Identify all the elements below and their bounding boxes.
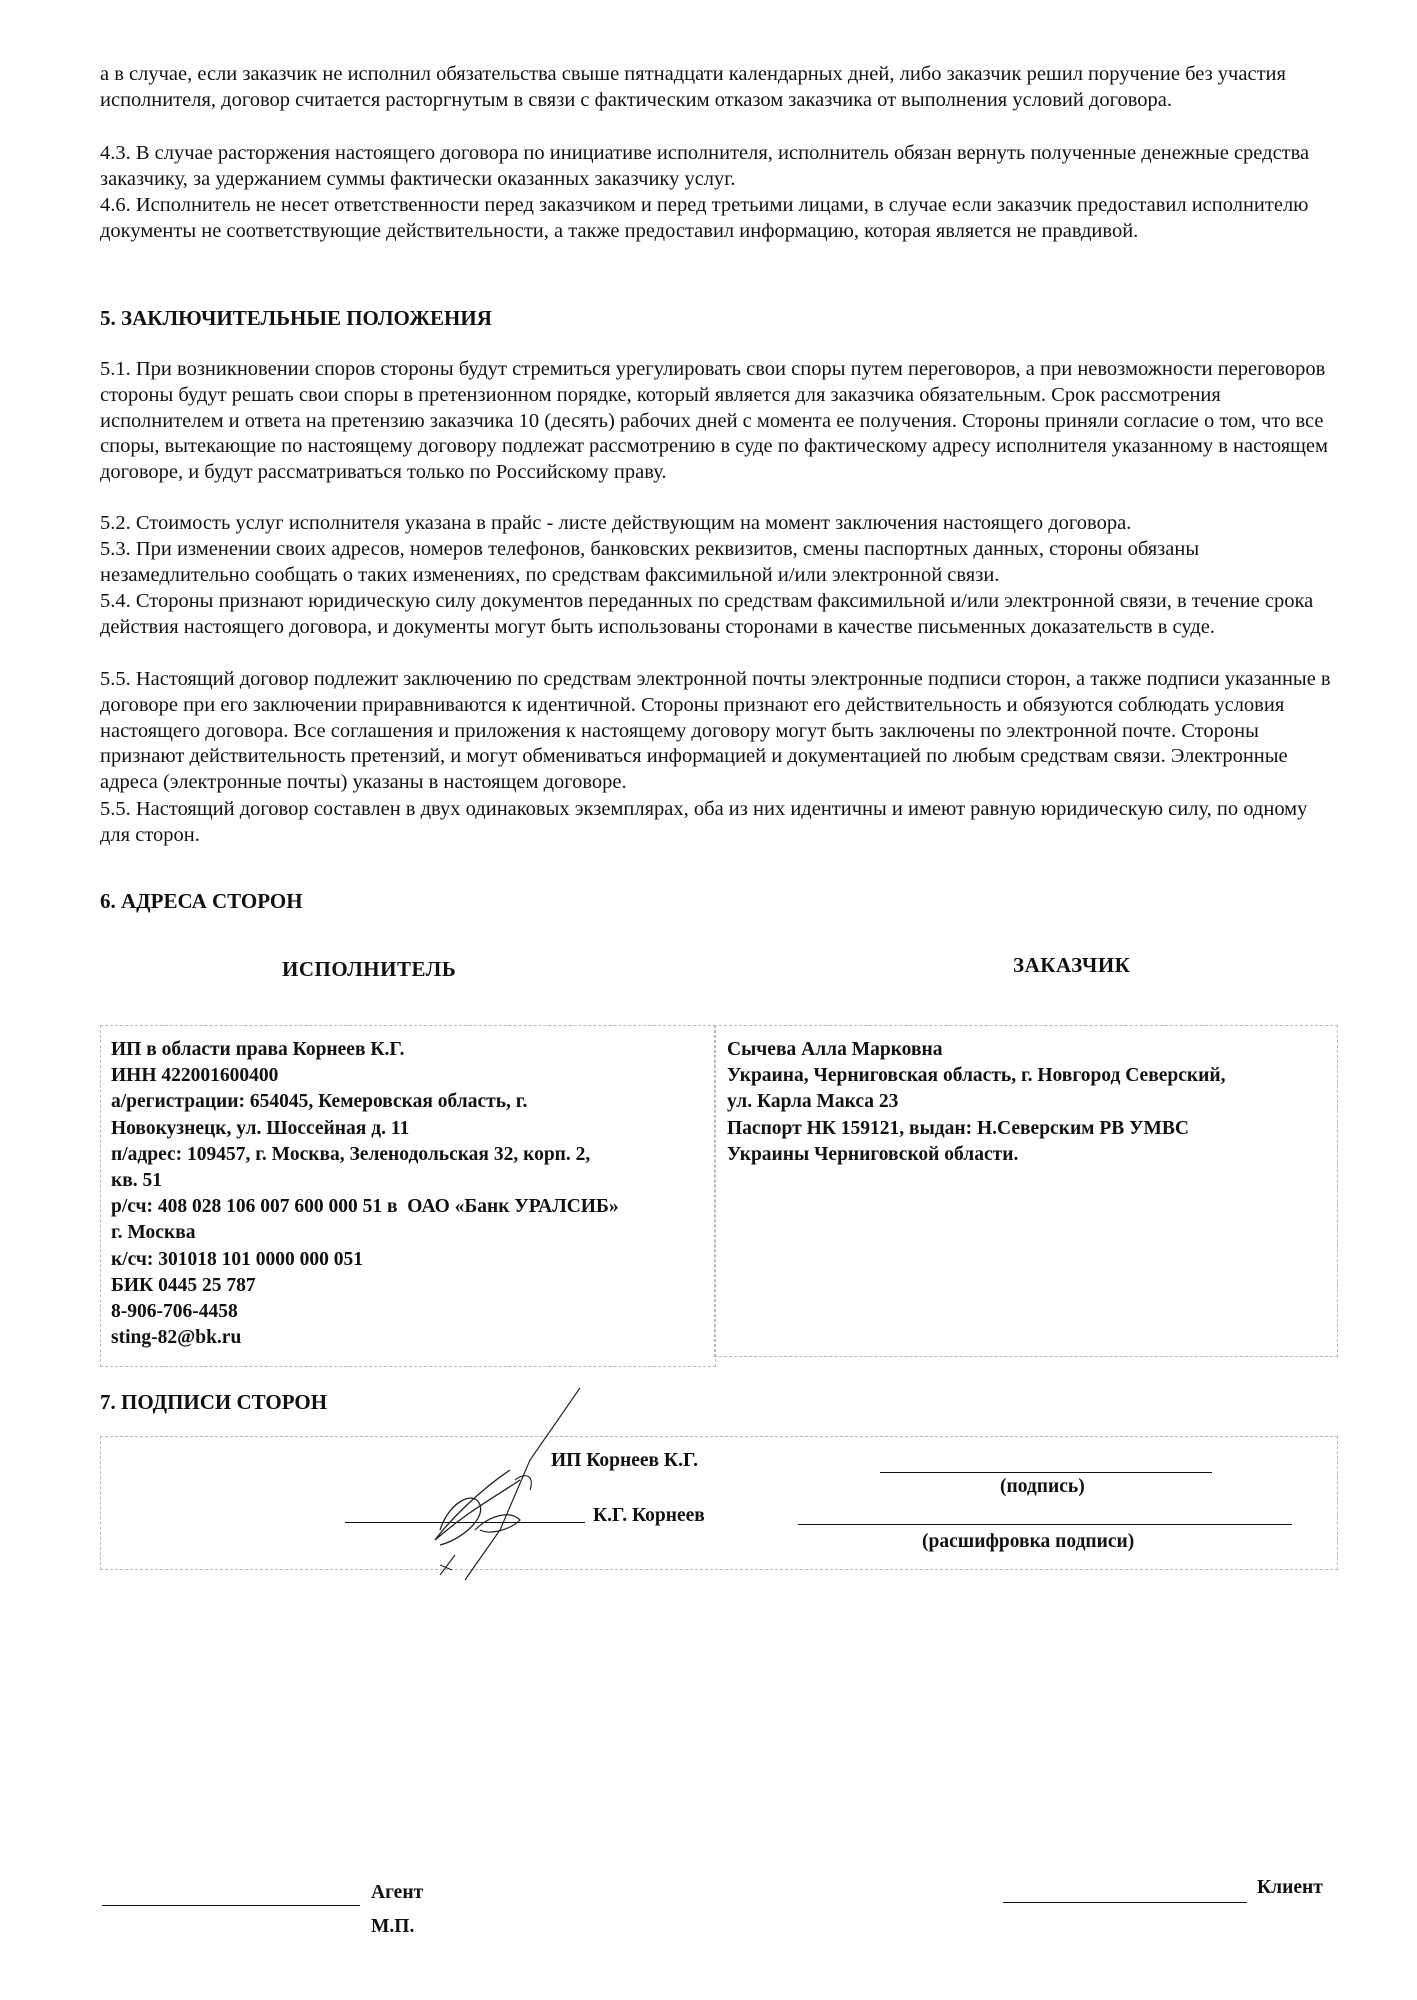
handwritten-signature (380, 1380, 600, 1590)
customer-address (727, 1037, 1225, 1168)
executor-line: п/адрес: 109457, г. Москва, Зеленодольская 32, корп. 2, (111, 1143, 591, 1165)
customer-title: ЗАКАЗЧИК (1013, 953, 1131, 977)
executor-line: р/сч: 408 028 106 007 600 000 51 в ОАО «Банк УРАЛСИБ» (111, 1196, 619, 1218)
signatures-box (100, 1436, 1338, 1570)
executor-line: а/регистрации: 654045, Кемеровская область, г. (111, 1091, 528, 1113)
paragraph-5-2: 5.2. Стоимость услуг исполнителя указана в прайс - листе действующим на момент заключения настоящего договора. (100, 512, 1132, 534)
executor-line: кв. 51 (111, 1170, 163, 1192)
customer-line: Украина, Черниговская область, г. Новгород Северский, (727, 1065, 1226, 1087)
customer-line: Паспорт НК 159121, выдан: Н.Северским РВ УМВС (727, 1117, 1189, 1139)
executor-line: ИНН 422001600400 (111, 1065, 279, 1087)
executor-short-name: К.Г. Корнеев (593, 1505, 705, 1526)
customer-line: ул. Карла Макса 23 (727, 1091, 899, 1113)
executor-title: ИСПОЛНИТЕЛЬ (282, 957, 457, 981)
paragraph-4-3: 4.3. В случае расторжения настоящего договора по инициативе исполнителя, исполнитель обязан вернуть полученные денежные средства заказчику, за удержанием суммы фактически оказанных заказчику услуг. (100, 142, 1310, 190)
executor-line: к/сч: 301018 101 0000 000 051 (111, 1248, 364, 1270)
paragraph-4-6: 4.6. Исполнитель не несет ответственности перед заказчиком и перед третьими лицами, в случае если заказчик предоставил исполнителю документы не соответствующие действительности, а также предоставил информацию, которая является не правдивой. (100, 194, 1309, 242)
paragraph-5-1: 5.1. При возникновении споров стороны будут стремиться урегулировать свои споры путем переговоров, а при невозможности переговоров стороны будут решать свои споры в претензионном порядке, который является для заказчика обязательным. Срок рассмотрения исполнителем и ответа на претензию заказчика 10 (десять) рабочих дней с момента ее получения. Стороны приняли согласие о том, что все споры, вытекающие по настоящему договору подлежат рассмотрению в суде по фактическому адресу исполнителя указанному в настоящем договоре, и будут рассматриваться только по Российскому праву. (100, 358, 1328, 484)
paragraph-4-tail: а в случае, если заказчик не исполнил обязательства свыше пятнадцати календарных дней, либо заказчик решил поручение без участия исполнителя, договор считается расторгнутым в связи с фактическим отказом заказчика от выполнения условий договора. (100, 63, 1286, 111)
client-label: Клиент (1257, 1877, 1323, 1898)
executor-name: ИП Корнеев К.Г. (551, 1450, 699, 1471)
signature-label: (подпись) (1000, 1476, 1085, 1497)
agent-label: Агент (371, 1882, 424, 1903)
paragraph-5-4: 5.4. Стороны признают юридическую силу документов переданных по средствам факсимильной и/или электронной связи, в течение срока действия настоящего договора, и документы могут быть использованы сторонами в качестве письменных доказательств в суде. (100, 590, 1314, 638)
executor-line: sting-82@bk.ru (111, 1327, 242, 1349)
customer-line: Украины Черниговской области. (727, 1143, 1019, 1165)
executor-address (111, 1037, 619, 1351)
customer-signature-line (880, 1472, 1212, 1473)
paragraph-5-3: 5.3. При изменении своих адресов, номеров телефонов, банковских реквизитов, смены паспортных данных, стороны обязаны незамедлительно сообщать о таких изменениях, по средствам факсимильной и/или электронной связи. (100, 538, 1200, 586)
section-7-title: 7. ПОДПИСИ СТОРОН (100, 1390, 328, 1414)
executor-line: Новокузнецк, ул. Шоссейная д. 11 (111, 1117, 410, 1139)
executor-line: БИК 0445 25 787 (111, 1274, 256, 1296)
agent-signature-line (102, 1905, 360, 1906)
executor-line: ИП в области права Корнеев К.Г. (111, 1039, 405, 1060)
paragraph-5-5-copies: 5.5. Настоящий договор составлен в двух одинаковых экземплярах, оба из них идентичны и имеют равную юридическую силу, по одному для сторон. (100, 798, 1308, 846)
executor-line: 8-906-706-4458 (111, 1301, 238, 1323)
section-6-title: 6. АДРЕСА СТОРОН (100, 889, 303, 913)
stamp-label: М.П. (371, 1916, 415, 1937)
executor-line: г. Москва (111, 1222, 196, 1244)
customer-line: Сычева Алла Марковна (727, 1039, 943, 1060)
decode-label: (расшифровка подписи) (922, 1531, 1135, 1552)
paragraph-5-5: 5.5. Настоящий договор подлежит заключению по средствам электронной почты электронные подписи сторон, а также подписи указанные в договоре при его заключении приравниваются к идентичной. Стороны признают его действительность и обязуются соблюдать условия настоящего договора. Все соглашения и приложения к настоящему договору могут быть заключены по электронной почте. Стороны признают действительность претензий, и могут обмениваться информацией и документацией по любым средствам связи. Электронные адреса (электронные почты) указаны в настоящем договоре. (100, 668, 1331, 794)
client-signature-line (1003, 1902, 1247, 1903)
customer-decode-line (798, 1524, 1292, 1525)
section-5-title: 5. ЗАКЛЮЧИТЕЛЬНЫЕ ПОЛОЖЕНИЯ (100, 306, 492, 330)
